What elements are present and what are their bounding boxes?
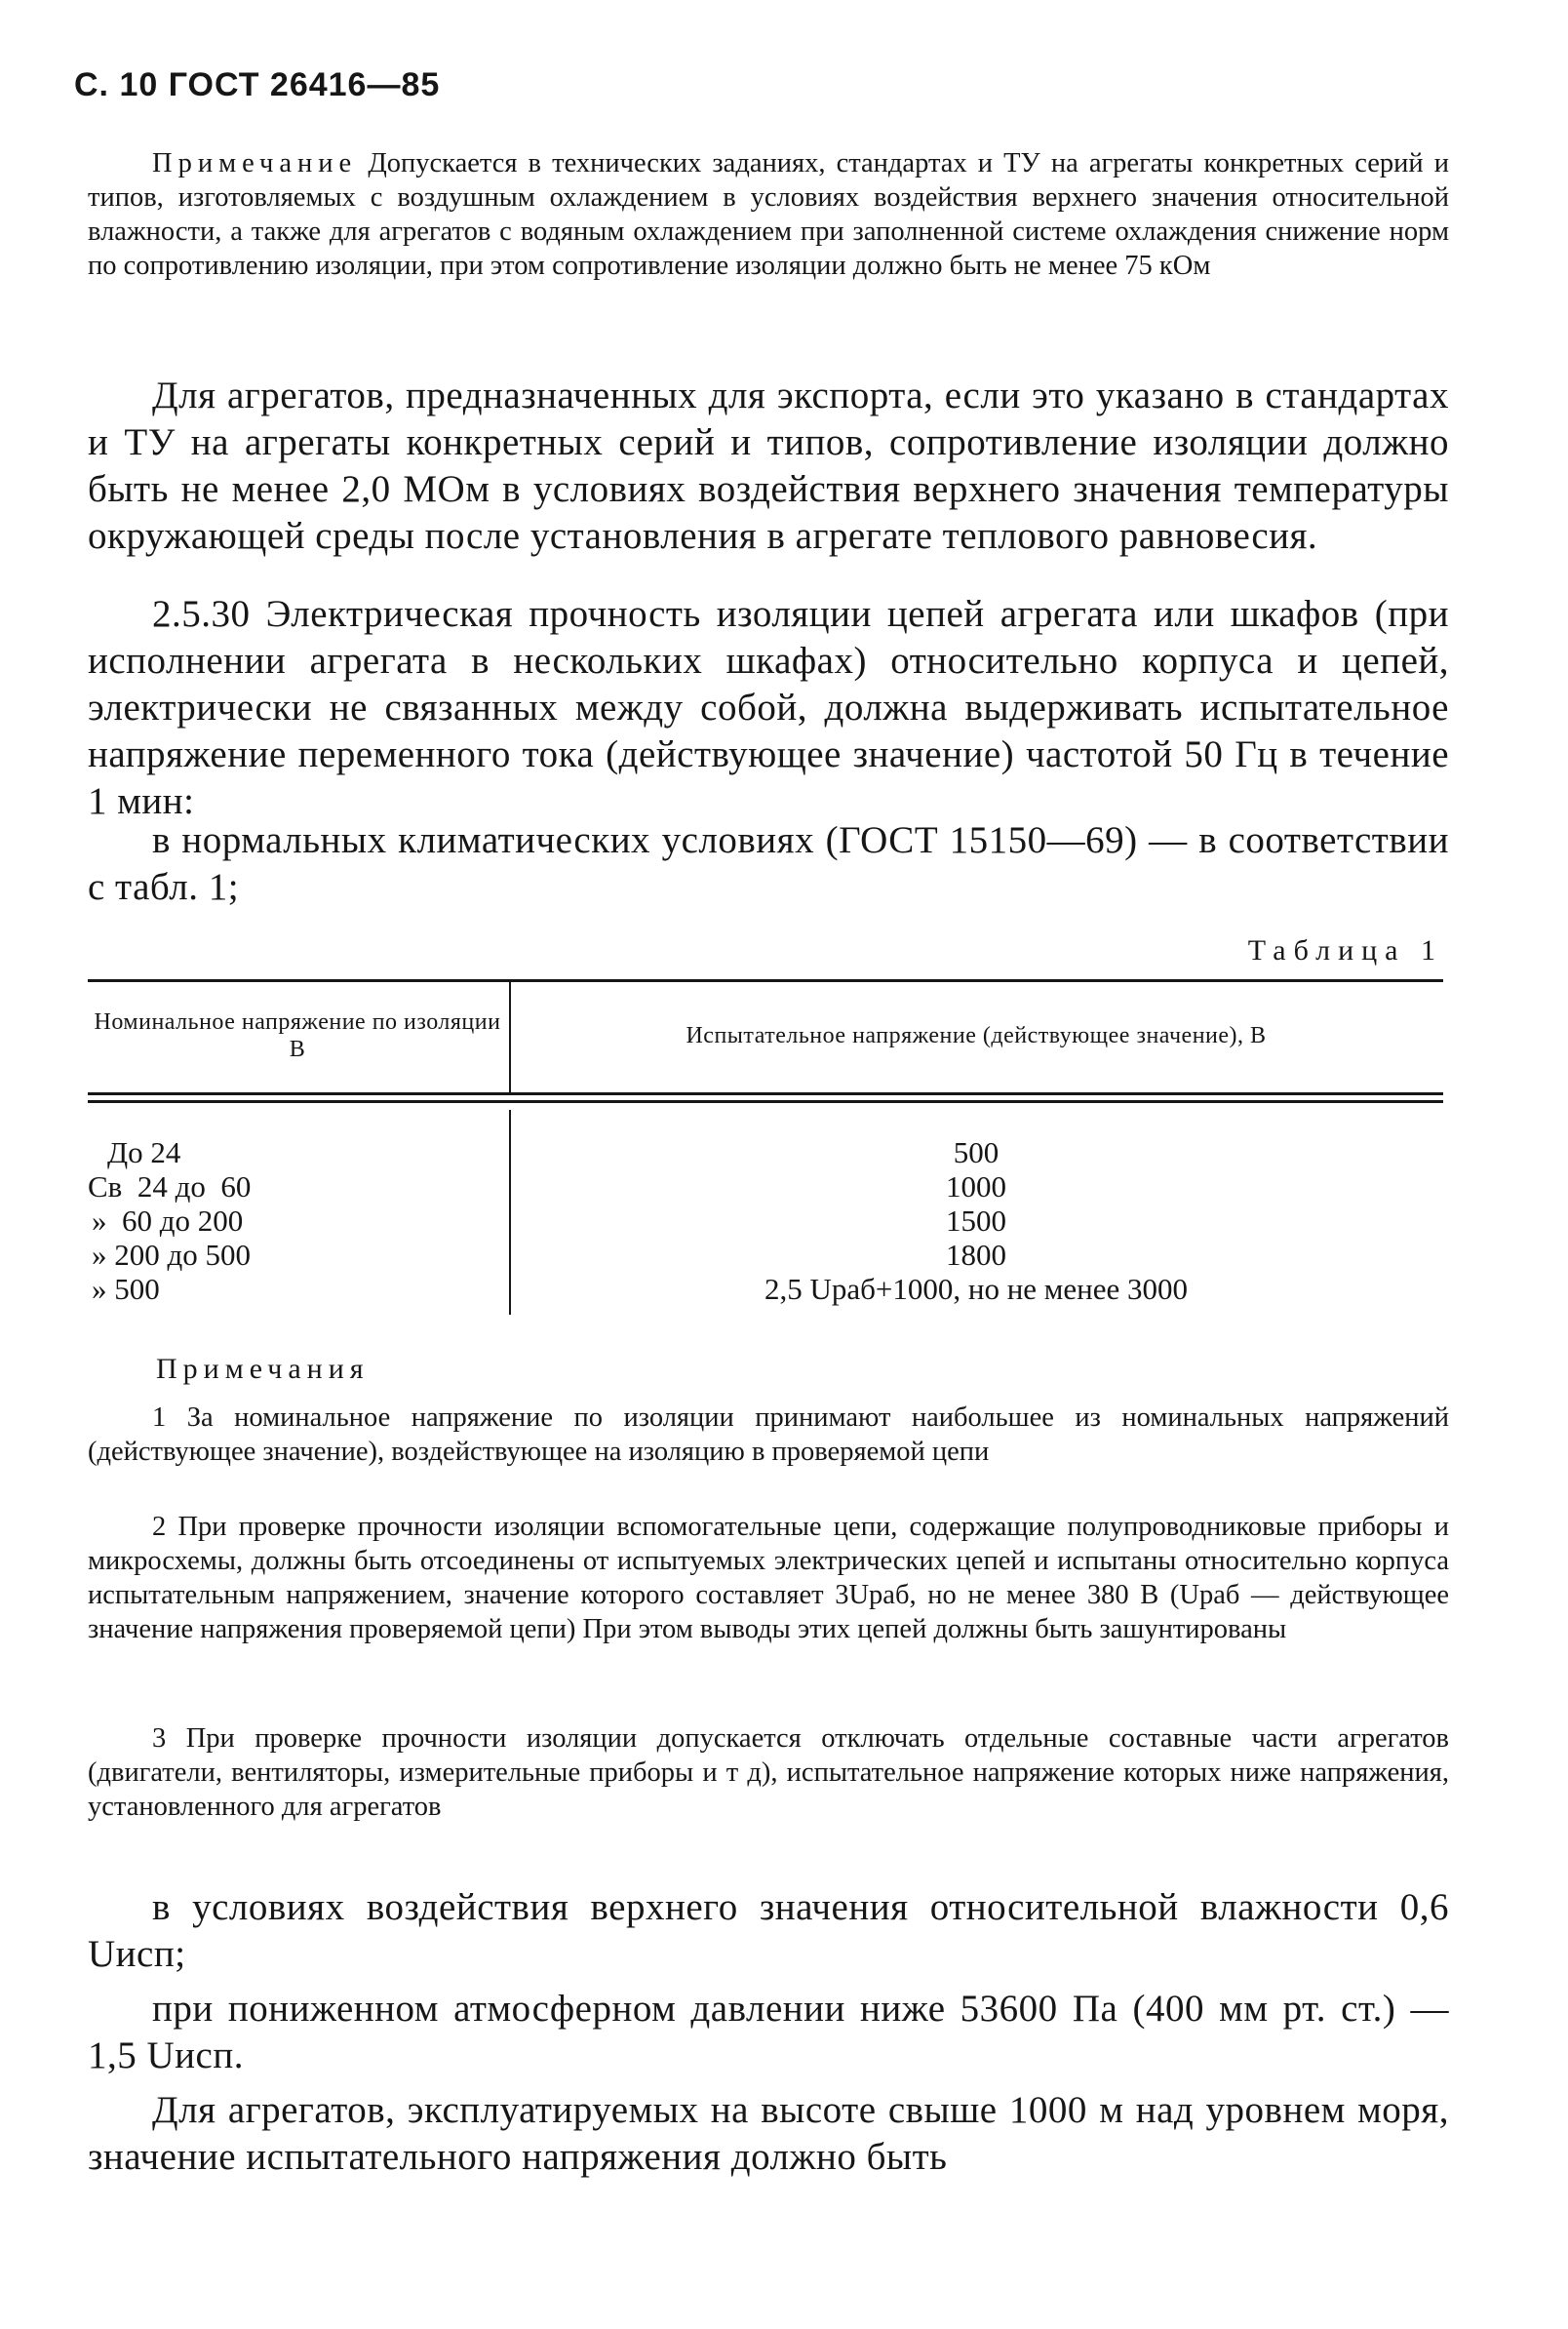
paragraph-low-pressure: при пониженном атмосферном давлении ниже 53600 Па (400 мм рт. ст.) — 1,5 Uисп. — [88, 1988, 1449, 2076]
table-row-5-test: 2,5 Uраб+1000, но не менее 3000 — [764, 1272, 1189, 1306]
table-row-2-nominal: Св 24 до 60 — [88, 1169, 252, 1204]
paragraph-altitude: Для агрегатов, эксплуатируемых на высоте свыше 1000 м над уровнем моря, значение испытательного напряжения должно быть — [88, 2089, 1449, 2178]
table-col2-header: Испытательное напряжение (действующее значение), В — [686, 1023, 1267, 1048]
note-3: 3 При проверке прочности изоляции допускается отключать отдельные составные части агрегатов (двигатели, вентиляторы, измерительные приборы и т д), испытательное напряжение которых ниже напряжения, установленного для агрегатов — [88, 1723, 1449, 1822]
table-row-2-test: 1000 — [946, 1169, 1006, 1204]
table-row-3-test: 1500 — [946, 1204, 1006, 1238]
page-header: С. 10 ГОСТ 26416—85 — [74, 66, 441, 103]
table-title: Таблица 1 — [1247, 934, 1443, 967]
table-col1-header: Номинальное напряжение по изоляции В — [94, 1009, 501, 1062]
note-top-text: Допускается в технических заданиях, стандартах и ТУ на агрегаты конкретных серий и типов, изготовляемых с воздушным охлаждением в условиях воздействия верхнего значения относительной влажности, а также для агрегатов с водяным охлаждением при заполненной системе охлаждения снижение норм по сопротивлению изоляции, при этом сопротивление изоляции должно быть не менее 75 кОм — [88, 148, 1450, 281]
note-top — [88, 146, 1449, 283]
table-header-rule-double — [88, 1100, 1443, 1103]
paragraph-humidity: в условиях воздействия верхнего значения относительной влажности 0,6 Uисп; — [88, 1886, 1449, 1975]
paragraph-clause-2-5-30: 2.5.30 Электрическая прочность изоляции цепей агрегата или шкафов (при исполнении агрегата в нескольких шкафах) относительно корпуса и цепей, электрически не связанных между собой, должна выдерживать испытательное напряжение переменного тока (действующее значение) частотой 50 Гц в течение 1 мин: — [88, 593, 1449, 822]
note-2: 2 При проверке прочности изоляции вспомогательные цепи, содержащие полупроводниковые приборы и микросхемы, должны быть отсоединены от испытуемых электрических цепей и испытаны относительно корпуса испытательным напряжением, значение которого составляет 3Uраб, но не менее 380 В (Uраб — действующее значение напряжения проверяемой цепи) При этом выводы этих цепей должны быть зашунтированы — [88, 1512, 1449, 1644]
note-top-label: Примечание — [152, 148, 358, 178]
table-row-5-nominal: » 500 — [92, 1272, 160, 1306]
notes-heading: Примечания — [156, 1353, 370, 1385]
table-row-1-test: 500 — [953, 1135, 1000, 1169]
table-row-3-nominal: » 60 до 200 — [92, 1204, 244, 1238]
table-row-4-nominal: » 200 до 500 — [92, 1238, 252, 1272]
table-top-rule — [88, 979, 1443, 982]
table-row-1-nominal: До 24 — [107, 1135, 181, 1169]
table-1 — [88, 979, 1443, 1315]
table-header-rule — [88, 1092, 1443, 1095]
paragraph-normal-conditions: в нормальных климатических условиях (ГОСТ 15150—69) — в соответствии с табл. 1; — [88, 819, 1449, 908]
table-row-4-test: 1800 — [946, 1238, 1006, 1272]
paragraph-export: Для агрегатов, предназначенных для экспорта, если это указано в стандартах и ТУ на агрегаты конкретных серий и типов, сопротивление изоляции должно быть не менее 2,0 МОм в условиях воздействия верхнего значения температуры окружающей среды после установления в агрегате теплового равновесия. — [88, 375, 1449, 557]
note-1: 1 За номинальное напряжение по изоляции принимают наибольшее из номинальных напряжений (действующее значение), воздействующее на изоляцию в проверяемой цепи — [88, 1402, 1449, 1467]
